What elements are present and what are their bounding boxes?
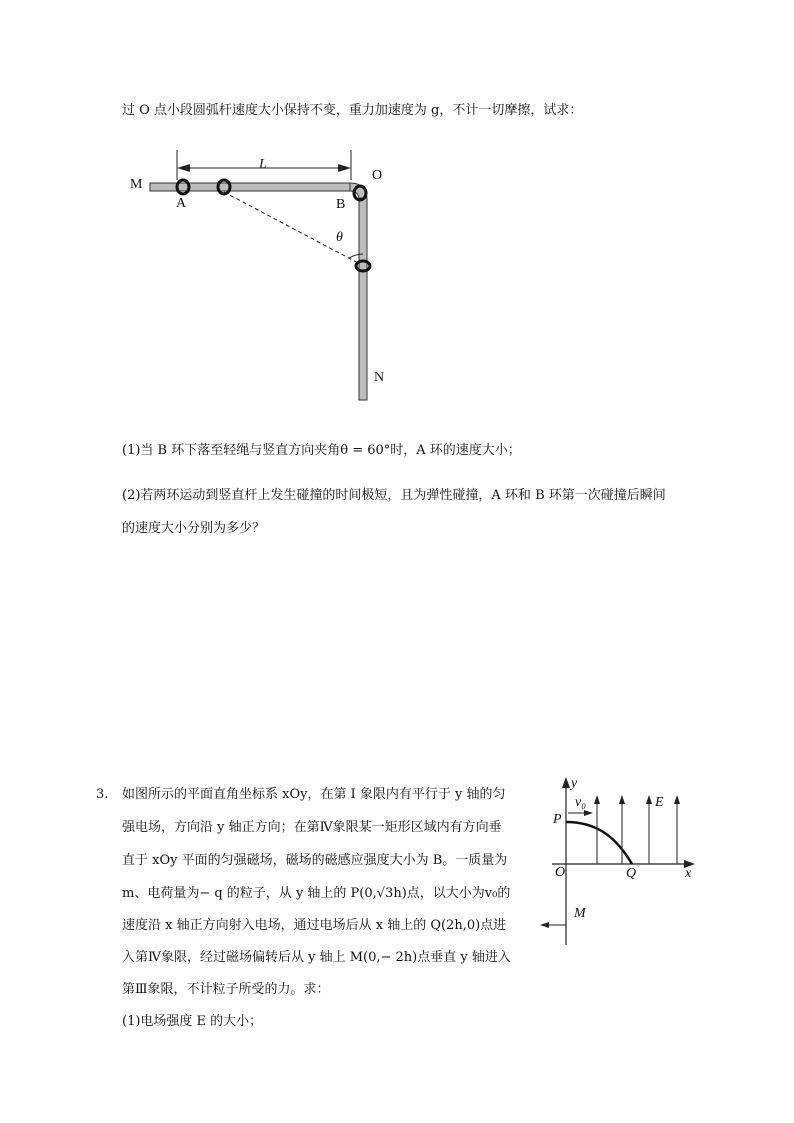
label-q: Q (626, 866, 637, 881)
label-m-point: M (574, 906, 586, 921)
q2-part2-line1: (2)若两环运动到竖直杆上发生碰撞的时间极短，且为弹性碰撞，A 环和 B 环第一次碰撞后瞬间 (122, 488, 666, 503)
label-o: O (372, 168, 383, 183)
label-n: N (374, 370, 385, 385)
label-v0: v₀ (575, 795, 587, 810)
q3-line-6: 入第Ⅳ象限，经过磁场偏转后从 y 轴上 M(0,− 2h)点垂直 y 轴进入 (122, 950, 511, 965)
label-y-axis: y (571, 776, 578, 791)
label-a: A (176, 196, 187, 211)
label-m: M (130, 177, 143, 192)
q2-intro: 过 O 点小段圆弧杆速度大小保持不变，重力加速度为 g，不计一切摩擦，试求： (122, 103, 583, 118)
q2-part2-line2: 的速度大小分别为多少？ (122, 521, 266, 536)
q3-line-5: 速度沿 x 轴正方向射入电场，通过电场后从 x 轴上的 Q(2h,0)点进 (122, 918, 507, 933)
q3-number: 3. (96, 787, 109, 802)
label-origin: O (555, 865, 566, 880)
q3-line-2: 强电场，方向沿 y 轴正方向；在第Ⅳ象限某一矩形区域内有方向垂 (122, 820, 502, 835)
label-b: B (336, 197, 346, 212)
label-x-axis: x (685, 866, 692, 881)
q2-part1: (1)当 B 环下落至轻绳与竖直方向夹角θ = 60°时，A 环的速度大小； (122, 443, 521, 458)
q3-line-1: 如图所示的平面直角坐标系 xOy，在第 I 象限内有平行于 y 轴的匀 (122, 787, 506, 802)
q3-line-4: m、电荷量为− q 的粒子，从 y 轴上的 P(0,√3h)点，以大小为v₀的 (122, 886, 511, 901)
label-p: P (553, 812, 562, 827)
q3-part1: (1)电场强度 E 的大小； (122, 1014, 263, 1029)
label-l: L (259, 157, 267, 172)
label-e: E (655, 795, 664, 810)
label-theta: θ (336, 230, 343, 245)
q3-line-7: 第Ⅲ象限，不计粒子所受的力。求： (122, 982, 330, 997)
q3-line-3: 直于 xOy 平面的匀强磁场，磁场的磁感应强度大小为 B。一质量为 (122, 853, 508, 868)
